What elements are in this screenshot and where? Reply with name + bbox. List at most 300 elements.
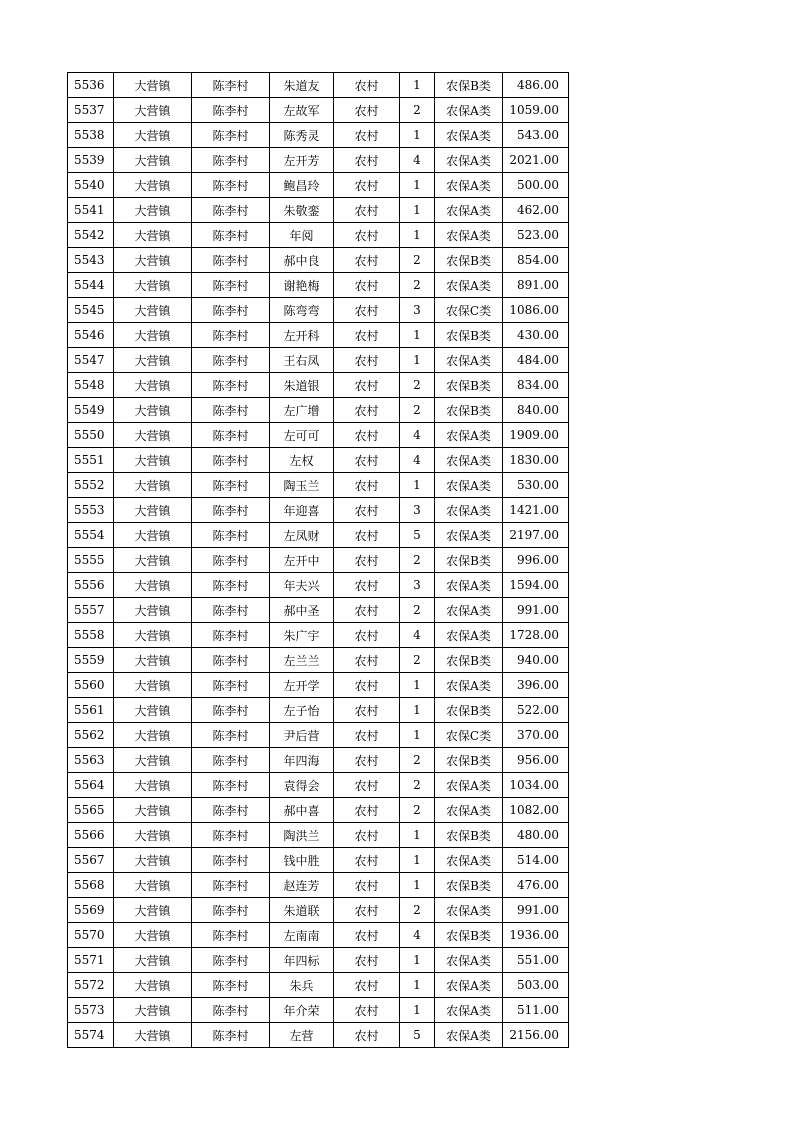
town-cell: 大营镇 — [114, 373, 192, 398]
town-cell: 大营镇 — [114, 273, 192, 298]
town-cell: 大营镇 — [114, 323, 192, 348]
row-id-cell: 5537 — [68, 98, 114, 123]
table-row — [68, 748, 569, 773]
amount-cell: 956.00 — [503, 748, 569, 773]
category-cell: 农保B类 — [435, 923, 503, 948]
category-cell: 农保A类 — [435, 348, 503, 373]
town-cell: 大营镇 — [114, 298, 192, 323]
town-cell: 大营镇 — [114, 398, 192, 423]
town-cell: 大营镇 — [114, 773, 192, 798]
household-type-cell: 农村 — [334, 723, 400, 748]
member-count-cell: 1 — [400, 123, 435, 148]
village-cell: 陈李村 — [192, 373, 270, 398]
amount-cell: 430.00 — [503, 323, 569, 348]
category-cell: 农保A类 — [435, 523, 503, 548]
member-count-cell: 1 — [400, 823, 435, 848]
table-row — [68, 73, 569, 98]
household-type-cell: 农村 — [334, 798, 400, 823]
household-type-cell: 农村 — [334, 648, 400, 673]
name-cell: 左开科 — [270, 323, 334, 348]
name-cell: 年四标 — [270, 948, 334, 973]
name-cell: 鲍昌玲 — [270, 173, 334, 198]
village-cell: 陈李村 — [192, 948, 270, 973]
town-cell: 大营镇 — [114, 873, 192, 898]
name-cell: 左广增 — [270, 398, 334, 423]
amount-cell: 2156.00 — [503, 1023, 569, 1048]
table-row — [68, 398, 569, 423]
name-cell: 朱道友 — [270, 73, 334, 98]
town-cell: 大营镇 — [114, 848, 192, 873]
category-cell: 农保B类 — [435, 323, 503, 348]
town-cell: 大营镇 — [114, 573, 192, 598]
household-type-cell: 农村 — [334, 748, 400, 773]
household-type-cell: 农村 — [334, 698, 400, 723]
amount-cell: 486.00 — [503, 73, 569, 98]
amount-cell: 996.00 — [503, 548, 569, 573]
village-cell: 陈李村 — [192, 848, 270, 873]
row-id-cell: 5565 — [68, 798, 114, 823]
table-row — [68, 373, 569, 398]
category-cell: 农保A类 — [435, 973, 503, 998]
village-cell: 陈李村 — [192, 1023, 270, 1048]
amount-cell: 480.00 — [503, 823, 569, 848]
table-row — [68, 798, 569, 823]
village-cell: 陈李村 — [192, 873, 270, 898]
town-cell: 大营镇 — [114, 498, 192, 523]
table-row — [68, 573, 569, 598]
village-cell: 陈李村 — [192, 423, 270, 448]
household-type-cell: 农村 — [334, 498, 400, 523]
category-cell: 农保B类 — [435, 398, 503, 423]
member-count-cell: 4 — [400, 448, 435, 473]
category-cell: 农保C类 — [435, 723, 503, 748]
town-cell: 大营镇 — [114, 473, 192, 498]
village-cell: 陈李村 — [192, 623, 270, 648]
town-cell: 大营镇 — [114, 598, 192, 623]
household-type-cell: 农村 — [334, 448, 400, 473]
table-row — [68, 273, 569, 298]
household-type-cell: 农村 — [334, 398, 400, 423]
household-type-cell: 农村 — [334, 973, 400, 998]
member-count-cell: 4 — [400, 623, 435, 648]
table-row — [68, 448, 569, 473]
member-count-cell: 2 — [400, 773, 435, 798]
row-id-cell: 5574 — [68, 1023, 114, 1048]
row-id-cell: 5566 — [68, 823, 114, 848]
town-cell: 大营镇 — [114, 198, 192, 223]
amount-cell: 523.00 — [503, 223, 569, 248]
table-row — [68, 598, 569, 623]
category-cell: 农保C类 — [435, 298, 503, 323]
household-type-cell: 农村 — [334, 323, 400, 348]
table-row — [68, 548, 569, 573]
village-cell: 陈李村 — [192, 273, 270, 298]
town-cell: 大营镇 — [114, 223, 192, 248]
amount-cell: 1421.00 — [503, 498, 569, 523]
row-id-cell: 5571 — [68, 948, 114, 973]
category-cell: 农保A类 — [435, 573, 503, 598]
town-cell: 大营镇 — [114, 248, 192, 273]
amount-cell: 834.00 — [503, 373, 569, 398]
row-id-cell: 5545 — [68, 298, 114, 323]
row-id-cell: 5558 — [68, 623, 114, 648]
household-type-cell: 农村 — [334, 423, 400, 448]
name-cell: 尹后营 — [270, 723, 334, 748]
amount-cell: 522.00 — [503, 698, 569, 723]
category-cell: 农保A类 — [435, 898, 503, 923]
household-type-cell: 农村 — [334, 873, 400, 898]
row-id-cell: 5542 — [68, 223, 114, 248]
member-count-cell: 1 — [400, 348, 435, 373]
member-count-cell: 2 — [400, 548, 435, 573]
town-cell: 大营镇 — [114, 548, 192, 573]
town-cell: 大营镇 — [114, 898, 192, 923]
amount-cell: 503.00 — [503, 973, 569, 998]
name-cell: 王右凤 — [270, 348, 334, 373]
category-cell: 农保B类 — [435, 748, 503, 773]
household-type-cell: 农村 — [334, 348, 400, 373]
table-row — [68, 198, 569, 223]
name-cell: 郝中圣 — [270, 598, 334, 623]
row-id-cell: 5550 — [68, 423, 114, 448]
member-count-cell: 1 — [400, 873, 435, 898]
amount-cell: 1086.00 — [503, 298, 569, 323]
row-id-cell: 5539 — [68, 148, 114, 173]
name-cell: 左凤财 — [270, 523, 334, 548]
name-cell: 袁得会 — [270, 773, 334, 798]
records-table — [67, 72, 569, 1048]
amount-cell: 2021.00 — [503, 148, 569, 173]
household-type-cell: 农村 — [334, 998, 400, 1023]
name-cell: 左子怡 — [270, 698, 334, 723]
table-row — [68, 898, 569, 923]
member-count-cell: 2 — [400, 398, 435, 423]
row-id-cell: 5569 — [68, 898, 114, 923]
row-id-cell: 5536 — [68, 73, 114, 98]
name-cell: 朱敬銮 — [270, 198, 334, 223]
name-cell: 左权 — [270, 448, 334, 473]
town-cell: 大营镇 — [114, 123, 192, 148]
member-count-cell: 4 — [400, 923, 435, 948]
row-id-cell: 5551 — [68, 448, 114, 473]
member-count-cell: 1 — [400, 848, 435, 873]
category-cell: 农保B类 — [435, 248, 503, 273]
table-row — [68, 823, 569, 848]
name-cell: 左故军 — [270, 98, 334, 123]
village-cell: 陈李村 — [192, 698, 270, 723]
member-count-cell: 3 — [400, 573, 435, 598]
member-count-cell: 3 — [400, 298, 435, 323]
town-cell: 大营镇 — [114, 698, 192, 723]
village-cell: 陈李村 — [192, 223, 270, 248]
row-id-cell: 5570 — [68, 923, 114, 948]
row-id-cell: 5572 — [68, 973, 114, 998]
village-cell: 陈李村 — [192, 798, 270, 823]
table-row — [68, 348, 569, 373]
table-row — [68, 298, 569, 323]
member-count-cell: 1 — [400, 998, 435, 1023]
member-count-cell: 5 — [400, 1023, 435, 1048]
name-cell: 左营 — [270, 1023, 334, 1048]
row-id-cell: 5567 — [68, 848, 114, 873]
amount-cell: 1594.00 — [503, 573, 569, 598]
household-type-cell: 农村 — [334, 948, 400, 973]
category-cell: 农保A类 — [435, 498, 503, 523]
amount-cell: 991.00 — [503, 898, 569, 923]
household-type-cell: 农村 — [334, 73, 400, 98]
amount-cell: 514.00 — [503, 848, 569, 873]
row-id-cell: 5547 — [68, 348, 114, 373]
town-cell: 大营镇 — [114, 1023, 192, 1048]
name-cell: 郝中良 — [270, 248, 334, 273]
town-cell: 大营镇 — [114, 948, 192, 973]
table-row — [68, 848, 569, 873]
row-id-cell: 5538 — [68, 123, 114, 148]
member-count-cell: 1 — [400, 73, 435, 98]
household-type-cell: 农村 — [334, 273, 400, 298]
table-row — [68, 498, 569, 523]
village-cell: 陈李村 — [192, 648, 270, 673]
household-type-cell: 农村 — [334, 98, 400, 123]
amount-cell: 891.00 — [503, 273, 569, 298]
town-cell: 大营镇 — [114, 148, 192, 173]
category-cell: 农保A类 — [435, 1023, 503, 1048]
row-id-cell: 5556 — [68, 573, 114, 598]
village-cell: 陈李村 — [192, 773, 270, 798]
row-id-cell: 5543 — [68, 248, 114, 273]
category-cell: 农保A类 — [435, 998, 503, 1023]
table-row — [68, 223, 569, 248]
household-type-cell: 农村 — [334, 848, 400, 873]
table-body — [68, 73, 569, 1048]
name-cell: 陶洪兰 — [270, 823, 334, 848]
village-cell: 陈李村 — [192, 473, 270, 498]
table-row — [68, 673, 569, 698]
member-count-cell: 1 — [400, 698, 435, 723]
name-cell: 钱中胜 — [270, 848, 334, 873]
member-count-cell: 1 — [400, 948, 435, 973]
village-cell: 陈李村 — [192, 998, 270, 1023]
household-type-cell: 农村 — [334, 173, 400, 198]
row-id-cell: 5563 — [68, 748, 114, 773]
category-cell: 农保B类 — [435, 698, 503, 723]
village-cell: 陈李村 — [192, 148, 270, 173]
name-cell: 郝中喜 — [270, 798, 334, 823]
row-id-cell: 5540 — [68, 173, 114, 198]
town-cell: 大营镇 — [114, 423, 192, 448]
category-cell: 农保A类 — [435, 273, 503, 298]
member-count-cell: 2 — [400, 273, 435, 298]
village-cell: 陈李村 — [192, 723, 270, 748]
table-row — [68, 973, 569, 998]
town-cell: 大营镇 — [114, 448, 192, 473]
row-id-cell: 5559 — [68, 648, 114, 673]
household-type-cell: 农村 — [334, 523, 400, 548]
name-cell: 左兰兰 — [270, 648, 334, 673]
row-id-cell: 5544 — [68, 273, 114, 298]
town-cell: 大营镇 — [114, 173, 192, 198]
town-cell: 大营镇 — [114, 73, 192, 98]
member-count-cell: 4 — [400, 423, 435, 448]
row-id-cell: 5541 — [68, 198, 114, 223]
amount-cell: 854.00 — [503, 248, 569, 273]
village-cell: 陈李村 — [192, 598, 270, 623]
table-row — [68, 648, 569, 673]
amount-cell: 940.00 — [503, 648, 569, 673]
village-cell: 陈李村 — [192, 573, 270, 598]
category-cell: 农保B类 — [435, 548, 503, 573]
village-cell: 陈李村 — [192, 973, 270, 998]
town-cell: 大营镇 — [114, 623, 192, 648]
household-type-cell: 农村 — [334, 573, 400, 598]
amount-cell: 484.00 — [503, 348, 569, 373]
village-cell: 陈李村 — [192, 898, 270, 923]
household-type-cell: 农村 — [334, 248, 400, 273]
table-row — [68, 248, 569, 273]
household-type-cell: 农村 — [334, 198, 400, 223]
town-cell: 大营镇 — [114, 673, 192, 698]
row-id-cell: 5549 — [68, 398, 114, 423]
category-cell: 农保A类 — [435, 223, 503, 248]
category-cell: 农保B类 — [435, 73, 503, 98]
name-cell: 赵连芳 — [270, 873, 334, 898]
name-cell: 年迎喜 — [270, 498, 334, 523]
town-cell: 大营镇 — [114, 798, 192, 823]
amount-cell: 2197.00 — [503, 523, 569, 548]
amount-cell: 551.00 — [503, 948, 569, 973]
member-count-cell: 1 — [400, 723, 435, 748]
category-cell: 农保A类 — [435, 173, 503, 198]
town-cell: 大营镇 — [114, 98, 192, 123]
amount-cell: 530.00 — [503, 473, 569, 498]
village-cell: 陈李村 — [192, 498, 270, 523]
household-type-cell: 农村 — [334, 598, 400, 623]
table-row — [68, 173, 569, 198]
member-count-cell: 2 — [400, 598, 435, 623]
amount-cell: 1082.00 — [503, 798, 569, 823]
table-row — [68, 698, 569, 723]
name-cell: 陈秀灵 — [270, 123, 334, 148]
name-cell: 朱广宇 — [270, 623, 334, 648]
member-count-cell: 1 — [400, 973, 435, 998]
category-cell: 农保B类 — [435, 373, 503, 398]
table-row — [68, 323, 569, 348]
row-id-cell: 5561 — [68, 698, 114, 723]
table-row — [68, 123, 569, 148]
household-type-cell: 农村 — [334, 773, 400, 798]
category-cell: 农保B类 — [435, 873, 503, 898]
town-cell: 大营镇 — [114, 748, 192, 773]
village-cell: 陈李村 — [192, 73, 270, 98]
row-id-cell: 5568 — [68, 873, 114, 898]
name-cell: 朱道联 — [270, 898, 334, 923]
category-cell: 农保A类 — [435, 798, 503, 823]
name-cell: 左南南 — [270, 923, 334, 948]
member-count-cell: 1 — [400, 323, 435, 348]
village-cell: 陈李村 — [192, 748, 270, 773]
table-row — [68, 723, 569, 748]
table-row — [68, 148, 569, 173]
amount-cell: 476.00 — [503, 873, 569, 898]
category-cell: 农保A类 — [435, 848, 503, 873]
amount-cell: 1909.00 — [503, 423, 569, 448]
household-type-cell: 农村 — [334, 898, 400, 923]
table-row — [68, 423, 569, 448]
household-type-cell: 农村 — [334, 673, 400, 698]
household-type-cell: 农村 — [334, 548, 400, 573]
household-type-cell: 农村 — [334, 148, 400, 173]
table-row — [68, 948, 569, 973]
town-cell: 大营镇 — [114, 923, 192, 948]
member-count-cell: 2 — [400, 798, 435, 823]
village-cell: 陈李村 — [192, 448, 270, 473]
village-cell: 陈李村 — [192, 298, 270, 323]
row-id-cell: 5573 — [68, 998, 114, 1023]
village-cell: 陈李村 — [192, 548, 270, 573]
category-cell: 农保A类 — [435, 123, 503, 148]
category-cell: 农保B类 — [435, 823, 503, 848]
category-cell: 农保A类 — [435, 148, 503, 173]
table-row — [68, 98, 569, 123]
village-cell: 陈李村 — [192, 398, 270, 423]
member-count-cell: 2 — [400, 373, 435, 398]
category-cell: 农保A类 — [435, 598, 503, 623]
amount-cell: 1059.00 — [503, 98, 569, 123]
row-id-cell: 5557 — [68, 598, 114, 623]
town-cell: 大营镇 — [114, 723, 192, 748]
member-count-cell: 2 — [400, 98, 435, 123]
village-cell: 陈李村 — [192, 173, 270, 198]
amount-cell: 1034.00 — [503, 773, 569, 798]
village-cell: 陈李村 — [192, 98, 270, 123]
member-count-cell: 2 — [400, 248, 435, 273]
category-cell: 农保A类 — [435, 623, 503, 648]
row-id-cell: 5560 — [68, 673, 114, 698]
category-cell: 农保A类 — [435, 948, 503, 973]
amount-cell: 1830.00 — [503, 448, 569, 473]
name-cell: 朱兵 — [270, 973, 334, 998]
table-row — [68, 923, 569, 948]
village-cell: 陈李村 — [192, 523, 270, 548]
village-cell: 陈李村 — [192, 123, 270, 148]
category-cell: 农保A类 — [435, 198, 503, 223]
row-id-cell: 5553 — [68, 498, 114, 523]
village-cell: 陈李村 — [192, 923, 270, 948]
member-count-cell: 4 — [400, 148, 435, 173]
amount-cell: 543.00 — [503, 123, 569, 148]
town-cell: 大营镇 — [114, 648, 192, 673]
village-cell: 陈李村 — [192, 823, 270, 848]
town-cell: 大营镇 — [114, 973, 192, 998]
category-cell: 农保A类 — [435, 423, 503, 448]
member-count-cell: 1 — [400, 198, 435, 223]
name-cell: 陶玉兰 — [270, 473, 334, 498]
amount-cell: 500.00 — [503, 173, 569, 198]
category-cell: 农保A类 — [435, 773, 503, 798]
member-count-cell: 2 — [400, 648, 435, 673]
table-row — [68, 1023, 569, 1048]
name-cell: 年夫兴 — [270, 573, 334, 598]
member-count-cell: 1 — [400, 473, 435, 498]
category-cell: 农保A类 — [435, 673, 503, 698]
name-cell: 左开学 — [270, 673, 334, 698]
name-cell: 谢艳梅 — [270, 273, 334, 298]
town-cell: 大营镇 — [114, 998, 192, 1023]
row-id-cell: 5554 — [68, 523, 114, 548]
name-cell: 年介荣 — [270, 998, 334, 1023]
row-id-cell: 5564 — [68, 773, 114, 798]
village-cell: 陈李村 — [192, 248, 270, 273]
